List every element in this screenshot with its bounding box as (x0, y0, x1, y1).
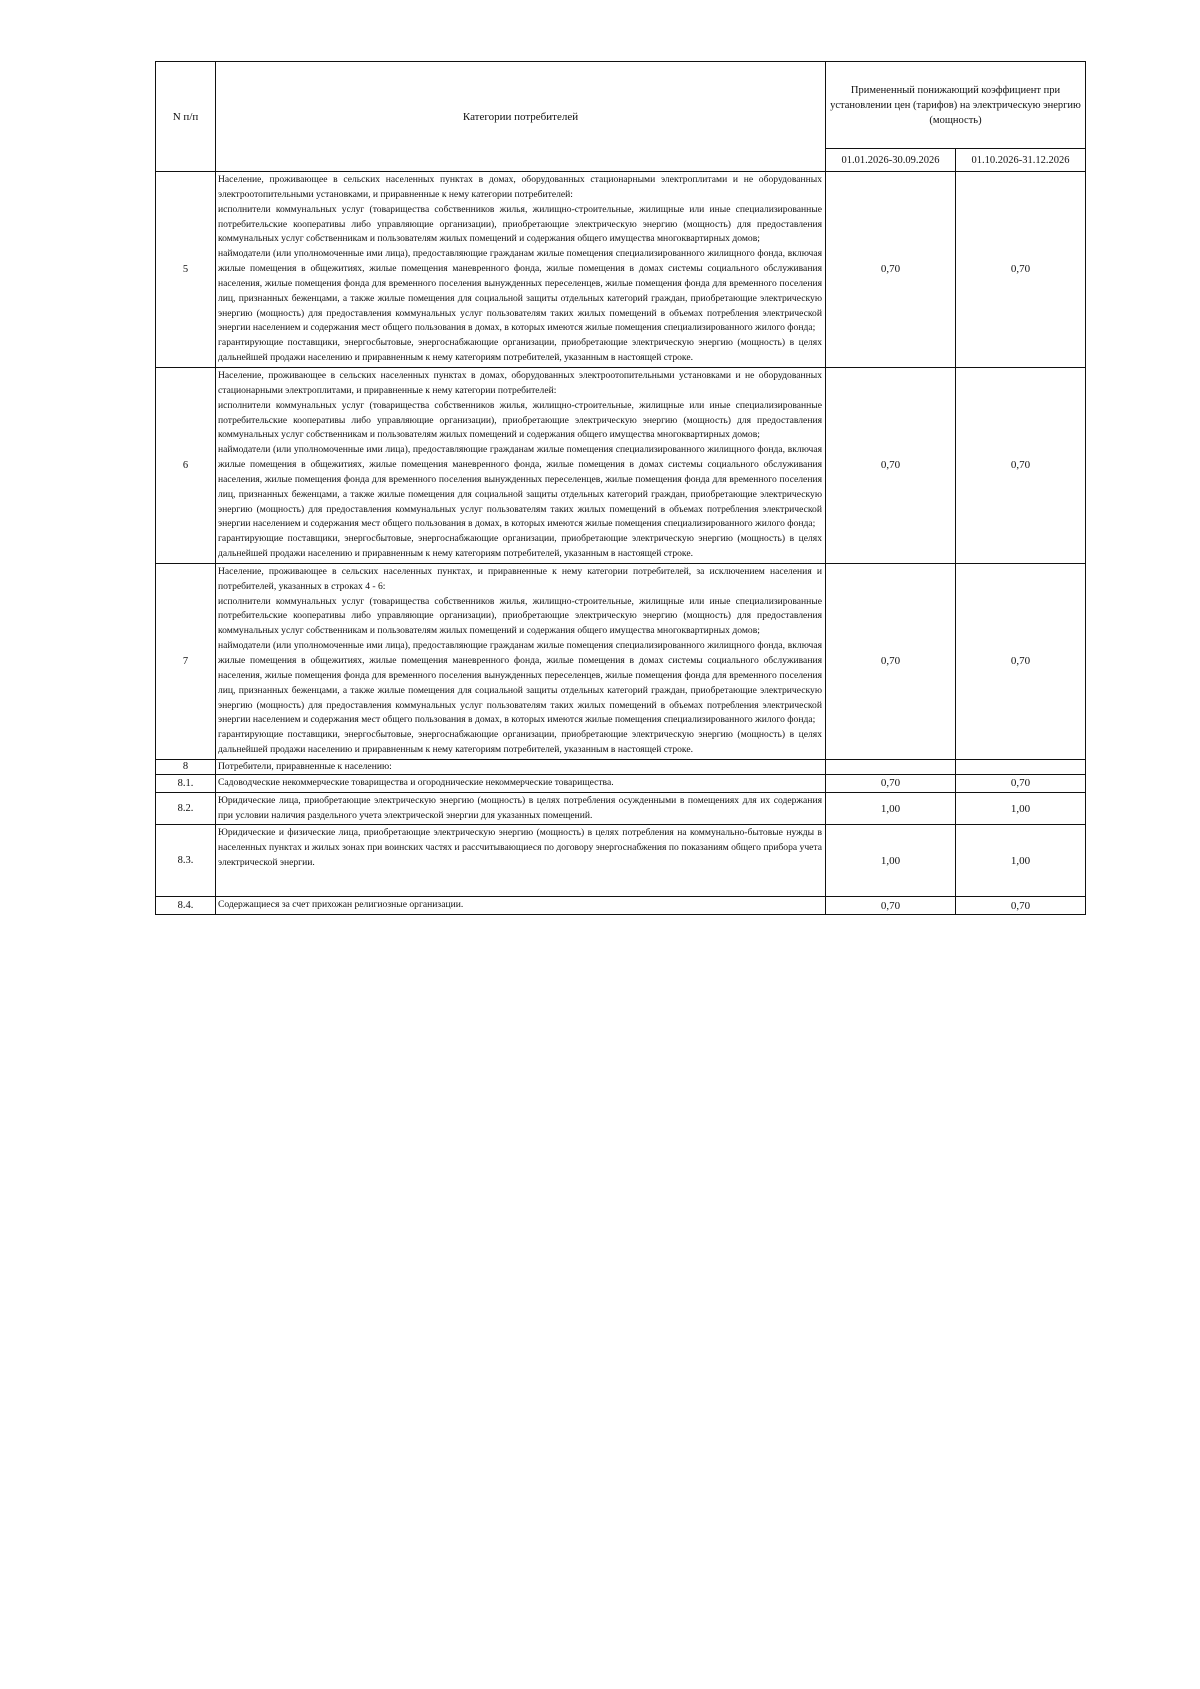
table-row-8-2 (156, 792, 1086, 825)
table-row-8-4 (156, 897, 1086, 915)
row-value-period-2: 0,70 (956, 897, 1086, 915)
row-number: 5 (156, 172, 216, 368)
row-number: 8.3. (156, 825, 216, 897)
row-category (216, 792, 826, 825)
table-row-8-1 (156, 774, 1086, 792)
row-value-period-1: 0,70 (826, 897, 956, 915)
row-value-period-2: 0,70 (956, 563, 1086, 759)
row-value-period-1: 1,00 (826, 825, 956, 897)
header-period-1: 01.01.2026-30.09.2026 (826, 149, 956, 172)
row-value-period-2: 0,70 (956, 367, 1086, 563)
row-category (216, 759, 826, 774)
category-paragraph: наймодатели (или уполномоченные ими лица), предоставляющие гражданам жилые помещения специализированного жилищного фонда, включая жилые помещения в общежитиях, жилые помещения маневренного фонда, жилые помещения в домах системы социального обслуживания населения, жилые помещения фонда для временного поселения вынужденных переселенцев, жилые помещения фонда для временного поселения лиц, признанных беженцами, а также жилые помещения для социальной защиты отдельных категорий граждан, приобретающие электрическую энергию (мощность) для предоставления коммунальных услуг пользователям таких жилых помещений в объемах потребления электрической энергии населением и содержания мест общего пользования в домах, в которых имеются жилые помещения специализированного жилого фонда; (218, 248, 822, 334)
row-number: 6 (156, 367, 216, 563)
category-paragraph: гарантирующие поставщики, энергосбытовые, энергоснабжающие организации, приобретающие электрическую энергию (мощность) в целях дальнейшей продажи населению и приравненным к нему категориям потребителей, указанным в настоящей строке. (218, 337, 822, 364)
row-category (216, 172, 826, 368)
row-category (216, 825, 826, 897)
category-paragraph: Потребители, приравненные к населению: (218, 760, 392, 772)
row-value-period-2: 1,00 (956, 792, 1086, 825)
row-category (216, 367, 826, 563)
row-value-period-1: 1,00 (826, 792, 956, 825)
row-value-period-1: 0,70 (826, 774, 956, 792)
row-value-period-1: 0,70 (826, 563, 956, 759)
category-paragraph: гарантирующие поставщики, энергосбытовые, энергоснабжающие организации, приобретающие электрическую энергию (мощность) в целях дальнейшей продажи населению и приравненным к нему категориям потребителей, указанным в настоящей строке. (218, 533, 822, 560)
row-value-period-2: 1,00 (956, 825, 1086, 897)
row-value-period-2 (956, 759, 1086, 774)
row-number: 8 (156, 759, 216, 774)
category-paragraph: гарантирующие поставщики, энергосбытовые, энергоснабжающие организации, приобретающие электрическую энергию (мощность) в целях дальнейшей продажи населению и приравненным к нему категориям потребителей, указанным в настоящей строке. (218, 729, 822, 756)
coefficient-table (155, 61, 1086, 915)
category-paragraph: Юридические лица, приобретающие электрическую энергию (мощность) в целях потребления осужденными в помещениях для их содержания при условии наличия раздельного учета электрической энергии для указанных помещений. (218, 794, 822, 821)
header-row (156, 62, 1086, 149)
category-paragraph: исполнители коммунальных услуг (товарищества собственников жилья, жилищно-строительные, жилищные или иные специализированные потребительские кооперативы либо управляющие организации), приобретающие электрическую энергию (мощность) для предоставления коммунальных услуг собственникам и пользователям жилых помещений и содержания общего имущества многоквартирных домов; (218, 595, 822, 637)
row-value-period-1: 0,70 (826, 172, 956, 368)
category-paragraph: Население, проживающее в сельских населенных пунктах в домах, оборудованных стационарными электроплитами и не оборудованных электроотопительными установками, и приравненные к нему категории потребителей: (218, 174, 822, 200)
header-period-2: 01.10.2026-31.12.2026 (956, 149, 1086, 172)
category-paragraph: наймодатели (или уполномоченные ими лица), предоставляющие гражданам жилые помещения специализированного жилищного фонда, включая жилые помещения в общежитиях, жилые помещения маневренного фонда, жилые помещения в домах системы социального обслуживания населения, жилые помещения фонда для временного поселения вынужденных переселенцев, жилые помещения фонда для временного поселения лиц, признанных беженцами, а также жилые помещения для социальной защиты отдельных категорий граждан, приобретающие электрическую энергию (мощность) для предоставления коммунальных услуг пользователям таких жилых помещений в объемах потребления электрической энергии населением и содержания мест общего пользования в домах, в которых имеются жилые помещения специализированного жилого фонда; (218, 444, 822, 530)
table-row-8 (156, 759, 1086, 774)
row-category (216, 563, 826, 759)
category-paragraph: наймодатели (или уполномоченные ими лица), предоставляющие гражданам жилые помещения специализированного жилищного фонда, включая жилые помещения в общежитиях, жилые помещения маневренного фонда, жилые помещения в домах системы социального обслуживания населения, жилые помещения фонда для временного поселения вынужденных переселенцев, жилые помещения фонда для временного поселения лиц, признанных беженцами, а также жилые помещения для социальной защиты отдельных категорий граждан, приобретающие электрическую энергию (мощность) для предоставления коммунальных услуг пользователям таких жилых помещений в объемах потребления электрической энергии населением и содержания мест общего пользования в домах, в которых имеются жилые помещения специализированного жилого фонда; (218, 640, 822, 726)
row-value-period-2: 0,70 (956, 172, 1086, 368)
table-row-7 (156, 563, 1086, 759)
category-paragraph: Юридические и физические лица, приобретающие электрическую энергию (мощность) в целях потребления на коммунально-бытовые нужды в населенных пунктах и жилых зонах при воинских частях и рассчитывающиеся по договору энергоснабжения по показаниям общего прибора учета электрической энергии. (218, 827, 822, 869)
row-value-period-1: 0,70 (826, 367, 956, 563)
header-coefficient: Примененный понижающий коэффициент при установлении цен (тарифов) на электрическую энергию (мощность) (826, 62, 1086, 149)
row-value-period-1 (826, 759, 956, 774)
category-paragraph: Население, проживающее в сельских населенных пунктах в домах, оборудованных электроотопительными установками и не оборудованных стационарными электроплитами, и приравненные к нему категории потребителей: (218, 369, 822, 396)
category-paragraph: исполнители коммунальных услуг (товарищества собственников жилья, жилищно-строительные, жилищные или иные специализированные потребительские кооперативы либо управляющие организации), приобретающие электрическую энергию (мощность) для предоставления коммунальных услуг собственникам и пользователям жилых помещений и содержания общего имущества многоквартирных домов; (218, 203, 822, 245)
category-paragraph: Население, проживающее в сельских населенных пунктах, и приравненные к нему категории потребителей, за исключением населения и потребителей, указанных в строках 4 - 6: (218, 565, 822, 592)
header-category: Категории потребителей (216, 62, 826, 172)
row-number: 8.1. (156, 774, 216, 792)
table-row-5 (156, 172, 1086, 368)
category-paragraph: исполнители коммунальных услуг (товарищества собственников жилья, жилищно-строительные, жилищные или иные специализированные потребительские кооперативы либо управляющие организации), приобретающие электрическую энергию (мощность) для предоставления коммунальных услуг собственникам и пользователям жилых помещений и содержания общего имущества многоквартирных домов; (218, 399, 822, 441)
category-paragraph: Содержащиеся за счет прихожан религиозные организации. (218, 899, 464, 911)
tariff-table-page (155, 61, 1085, 915)
row-category (216, 774, 826, 792)
table-row-6 (156, 367, 1086, 563)
row-number: 8.2. (156, 792, 216, 825)
table-row-8-3 (156, 825, 1086, 897)
row-number: 7 (156, 563, 216, 759)
row-number: 8.4. (156, 897, 216, 915)
header-num: N п/п (156, 62, 216, 172)
row-value-period-2: 0,70 (956, 774, 1086, 792)
row-category (216, 897, 826, 915)
category-paragraph: Садоводческие некоммерческие товарищества и огороднические некоммерческие товарищества. (218, 776, 614, 788)
